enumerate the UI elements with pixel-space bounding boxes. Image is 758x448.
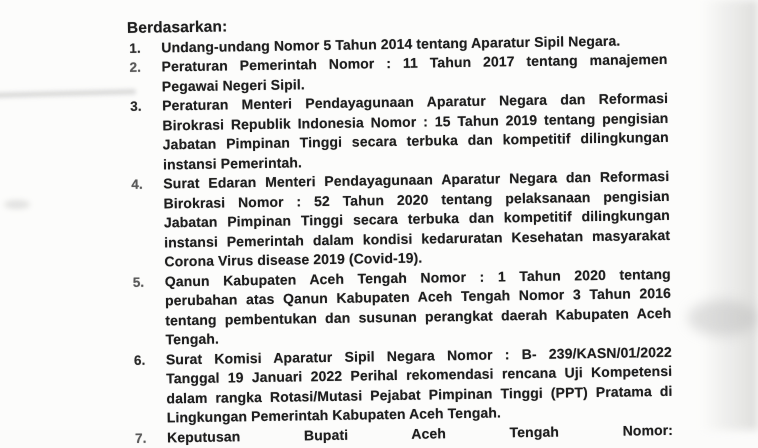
list-item (130, 342, 691, 428)
scan-artifact-right-patch (688, 300, 758, 336)
list-item (129, 264, 690, 350)
list-item-text (163, 167, 670, 272)
scan-artifact-left-smudge (0, 89, 136, 98)
list-item-line: Peraturan Menteri Pendayagunaan Aparatur Negara dan Reformasi (162, 89, 669, 114)
list-item-number: 4. (131, 176, 143, 192)
list-item-line: dalam rangka Rotasi/Mutasi Pejabat Pimpinan Tinggi (PPT) Pratama di (166, 382, 673, 406)
list-item (127, 167, 688, 273)
legal-basis-list (125, 30, 691, 448)
list-item-line: Birokrasi Republik Indonesia Nomor : 15 Tahun 2019 tentang pengisian (162, 109, 669, 133)
list-item-line: Tengah. (165, 330, 220, 348)
list-item-line: Peraturan Pemerintah Nomor : 11 Tahun 2017 tentang manajemen (161, 50, 668, 75)
scan-artifact-corner-smudge (4, 200, 30, 209)
list-item-text (165, 264, 672, 349)
list-item-line: Tanggal 19 Januari 2022 Perihal rekomendasi rencana Uji Kompetensi (166, 362, 673, 387)
list-item-number: 1. (129, 40, 141, 56)
list-item-line: tentang pembentukan dan susunan perangkat daerah Kabupaten Aceh (165, 304, 672, 328)
list-item-line: Jabatan Pimpinan Tinggi secara terbuka dan kompetitif dilingkungan (163, 206, 670, 231)
list-item-line: Jabatan Pimpinan Tinggi secara terbuka dan kompetitif dilingkungan (162, 128, 669, 153)
list-item-line: Birokrasi Nomor : 52 Tahun 2020 tentang pelaksanaan pengisian (163, 187, 670, 211)
list-item-number: 2. (129, 59, 142, 75)
list-item-text (166, 342, 673, 427)
list-item-number: 3. (130, 98, 142, 114)
list-item-number: 5. (132, 274, 145, 290)
list-item-line: Keputusan Bupati Aceh Tengah Nomor: (166, 421, 674, 445)
list-item-text (162, 89, 669, 174)
legal-basis-block (125, 11, 691, 448)
list-item-number: 7. (134, 430, 147, 446)
list-item-number: 6. (133, 352, 146, 368)
list-item-line: Qanun Kabupaten Aceh Tengah Nomor : 1 Tahun 2020 tentang (164, 265, 671, 289)
list-item-line: Lingkungan Pemerintah Kabupaten Aceh Tengah. (166, 404, 502, 426)
list-item-line: Surat Komisi Aparatur Sipil Negara Nomor : B- 239/KASN/01/2022 (165, 343, 672, 367)
legal-basis-heading: Berdasarkan: (126, 18, 228, 37)
scan-artifact-right-band (700, 0, 758, 430)
list-item-line: instansi Pemerintah dalam kondisi kedaruratan Kesehatan masyarakat (164, 226, 671, 250)
list-item-line: instansi Pemerintah. (162, 153, 303, 172)
list-item (126, 89, 687, 175)
list-item-line: Undang-undang Nomor 5 Tahun 2014 tentang Aparatur Sipil Negara. (161, 32, 621, 55)
list-item-line: perubahan atas Qanun Kabupaten Aceh Tengah Nomor 3 Tahun 2016 (164, 284, 672, 309)
list-item-line: Pegawai Negeri Sipil. (161, 75, 305, 94)
list-item-line: Surat Edaran Menteri Pendayagunaan Aparatur Negara dan Reformasi (163, 167, 670, 192)
list-item-line: Corona Virus disease 2019 (Covid-19). (164, 249, 423, 270)
